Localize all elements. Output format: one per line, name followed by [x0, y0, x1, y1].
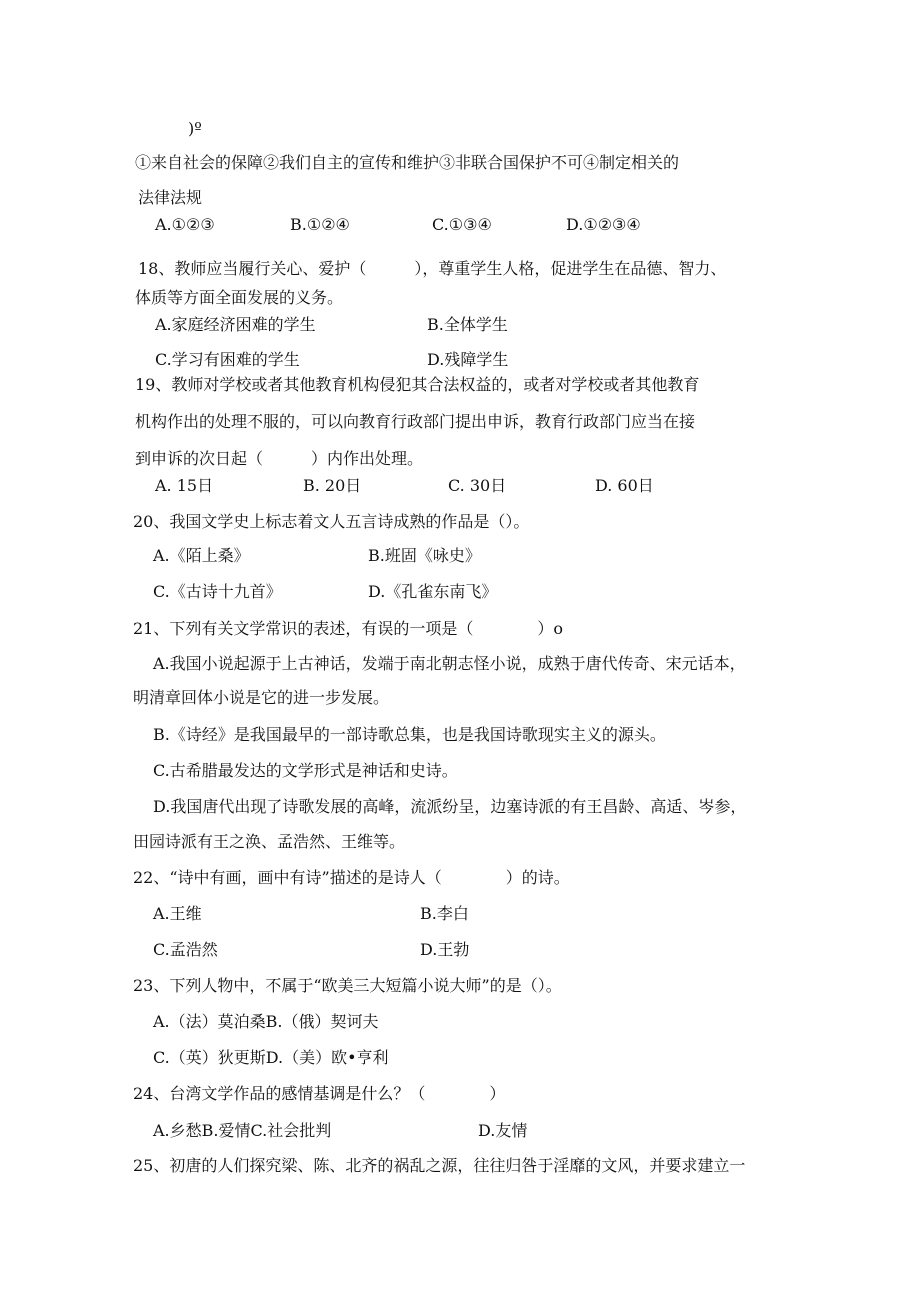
question-19-stem: 19、教师对学校或者其他教育机构侵犯其合法权益的，或者对学校或者其他教育	[135, 375, 700, 394]
question-18-option-c: C.学习有困难的学生	[155, 350, 300, 369]
question-18-option-b: B.全体学生	[427, 315, 508, 334]
question-21-option-a-cont: 明清章回体小说是它的进一步发展。	[133, 688, 390, 707]
question-18-stem: 18、教师应当履行关心、爱护（ ），尊重学生人格，促进学生在品德、智力、	[138, 259, 727, 278]
question-19-option-c: C. 30日	[448, 476, 507, 495]
question-20-stem: 20、我国文学史上标志着文人五言诗成熟的作品是（）。	[133, 512, 530, 531]
question-17-option-a: A.①②③	[155, 215, 215, 234]
question-22-stem: 22、“诗中有画，画中有诗”描述的是诗人（ ）的诗。	[133, 868, 570, 887]
question-18-stem-cont: 体质等方面全面发展的义务。	[135, 288, 344, 307]
question-18-option-a: A.家庭经济困难的学生	[155, 315, 316, 334]
question-17-option-d: D.①②③④	[566, 215, 641, 234]
question-21-option-c: C.古希腊最发达的文学形式是神话和史诗。	[153, 761, 458, 780]
question-24-stem: 24、台湾文学作品的感情基调是什么？（ ）	[133, 1084, 506, 1103]
question-17-tail: )º	[188, 119, 202, 138]
question-22-option-c: C.孟浩然	[153, 940, 218, 959]
question-19-stem-cont-2: 到申诉的次日起（ ）内作出处理。	[135, 449, 424, 468]
question-23-options-ab: A.（法）莫泊桑B.（俄）契诃夫	[153, 1012, 379, 1031]
question-21-option-d-cont: 田园诗派有王之涣、孟浩然、王维等。	[133, 832, 406, 851]
question-23-options-cd: C.（英）狄更斯D.（美）欧•亨利	[153, 1048, 389, 1067]
question-20-option-c: C.《古诗十九首》	[153, 582, 282, 601]
question-17-statements: ①来自社会的保障②我们自主的宣传和维护③非联合国保护不可④制定相关的	[135, 153, 680, 172]
question-19-option-b: B. 20日	[303, 476, 362, 495]
question-21-option-b: B.《诗经》是我国最早的一部诗歌总集，也是我国诗歌现实主义的源头。	[153, 725, 666, 744]
question-22-option-d: D.王勃	[420, 940, 470, 959]
question-21-option-a: A.我国小说起源于上古神话，发端于南北朝志怪小说，成熟于唐代传奇、宋元话本，	[153, 654, 746, 673]
question-24-options-abc: A.乡愁B.爱情C.社会批判	[153, 1121, 332, 1140]
question-23-stem: 23、下列人物中，不属于“欧美三大短篇小说大师”的是（）。	[133, 976, 562, 995]
question-22-option-a: A.王维	[153, 904, 202, 923]
question-22-option-b: B.李白	[420, 904, 469, 923]
question-21-stem: 21、下列有关文学常识的表述，有误的一项是（ ）o	[133, 619, 563, 638]
question-25-stem: 25、初唐的人们探究梁、陈、北齐的祸乱之源，往往归咎于淫靡的文风，并要求建立一	[133, 1156, 746, 1175]
question-20-option-a: A.《陌上桑》	[153, 546, 250, 565]
question-24-option-d: D.友情	[478, 1121, 528, 1140]
question-20-option-d: D.《孔雀东南飞》	[368, 582, 498, 601]
question-20-option-b: B.班固《咏史》	[368, 546, 481, 565]
question-19-option-a: A. 15日	[155, 476, 214, 495]
question-18-option-d: D.残障学生	[427, 350, 509, 369]
question-17-statements-cont: 法律法规	[138, 188, 203, 207]
question-17-option-b: B.①②④	[290, 215, 350, 234]
question-19-option-d: D. 60日	[595, 476, 654, 495]
question-19-stem-cont-1: 机构作出的处理不服的，可以向教育行政部门提出申诉，教育行政部门应当在接	[135, 412, 696, 431]
question-17-option-c: C.①③④	[432, 215, 492, 234]
question-21-option-d: D.我国唐代出现了诗歌发展的高峰，流派纷呈，边塞诗派的有王昌龄、高适、岑参，	[153, 797, 747, 816]
